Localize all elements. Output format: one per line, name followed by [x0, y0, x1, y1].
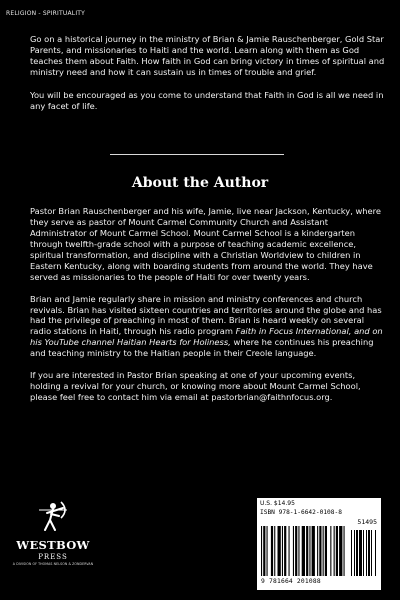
publisher-name: WESTBOW	[16, 538, 90, 552]
back-cover-blurb	[30, 34, 385, 124]
archer-icon	[33, 500, 73, 540]
genre-label: RELIGION - SPIRITUALITY	[6, 10, 86, 17]
blurb-paragraph: You will be encouraged as you come to understand that Faith in God is all we need in any facet of life.	[30, 90, 384, 112]
author-bio	[30, 206, 385, 414]
blurb-paragraph: Go on a historical journey in the ministry of Brian & Jamie Rauschenberger, Gold Star Parents, and missionaries to Haiti and the world. Learn along with them as God teaches them about Faith. How faith in God can bring victory in times of spiritual and ministry need and how it can sustain us in times of trouble and grief.	[30, 34, 385, 78]
bio-text: Brian and Jamie regularly share in mission and ministry conferences and church revivals. Brian has visited sixteen countries and territories around the globe and has had the privilege of preaching in most of them. Brian is heard weekly on several radio stations in Haiti, through his radio program	[30, 293, 382, 337]
price-label: U.S. $14.95	[260, 500, 295, 507]
ean-digits: 9 781664 201088	[261, 578, 321, 585]
divider	[110, 154, 284, 155]
bio-paragraph: Pastor Brian Rauschenberger and his wife, Jamie, live near Jackson, Kentucky, where they serve as pastor of Mount Carmel Community Church and Assistant Administrator of Mount Carmel School. Mount Carmel School is a kindergarten through twelfth-grade school with a purpose of teaching academic excellence, spiritual transformation, and discipline with a Christian Worldview to children in Eastern Kentucky, along with boarding students from around the world. They have served as missionaries to the people of Haiti for over twenty years.	[30, 206, 381, 282]
bio-text: where he continues his preaching and teaching ministry to the Haitian people in their Creole language.	[30, 337, 374, 359]
price-addon-digits: 51495	[357, 518, 377, 526]
isbn-label: ISBN 978-1-6642-0108-8	[260, 509, 342, 516]
bio-paragraph: If you are interested in Pastor Brian speaking at one of your upcoming events, holding a revival for your church, or knowing more about Mount Carmel School, please feel free to contact him via email at pastorbrian@faithnfocus.org.	[30, 370, 361, 403]
about-author-heading: About the Author	[131, 175, 269, 191]
barcode-icon	[261, 526, 377, 578]
publisher-logo	[8, 500, 98, 588]
bio-italic-text: Faith in Focus International, and on his YouTube channel Haitian Hearts for Holiness,	[30, 326, 383, 348]
publisher-press: PRESS	[38, 552, 68, 561]
publisher-division: A DIVISION OF THOMAS NELSON & ZONDERVAN	[12, 561, 94, 566]
bio-paragraph	[30, 294, 385, 360]
barcode-panel	[257, 498, 381, 590]
